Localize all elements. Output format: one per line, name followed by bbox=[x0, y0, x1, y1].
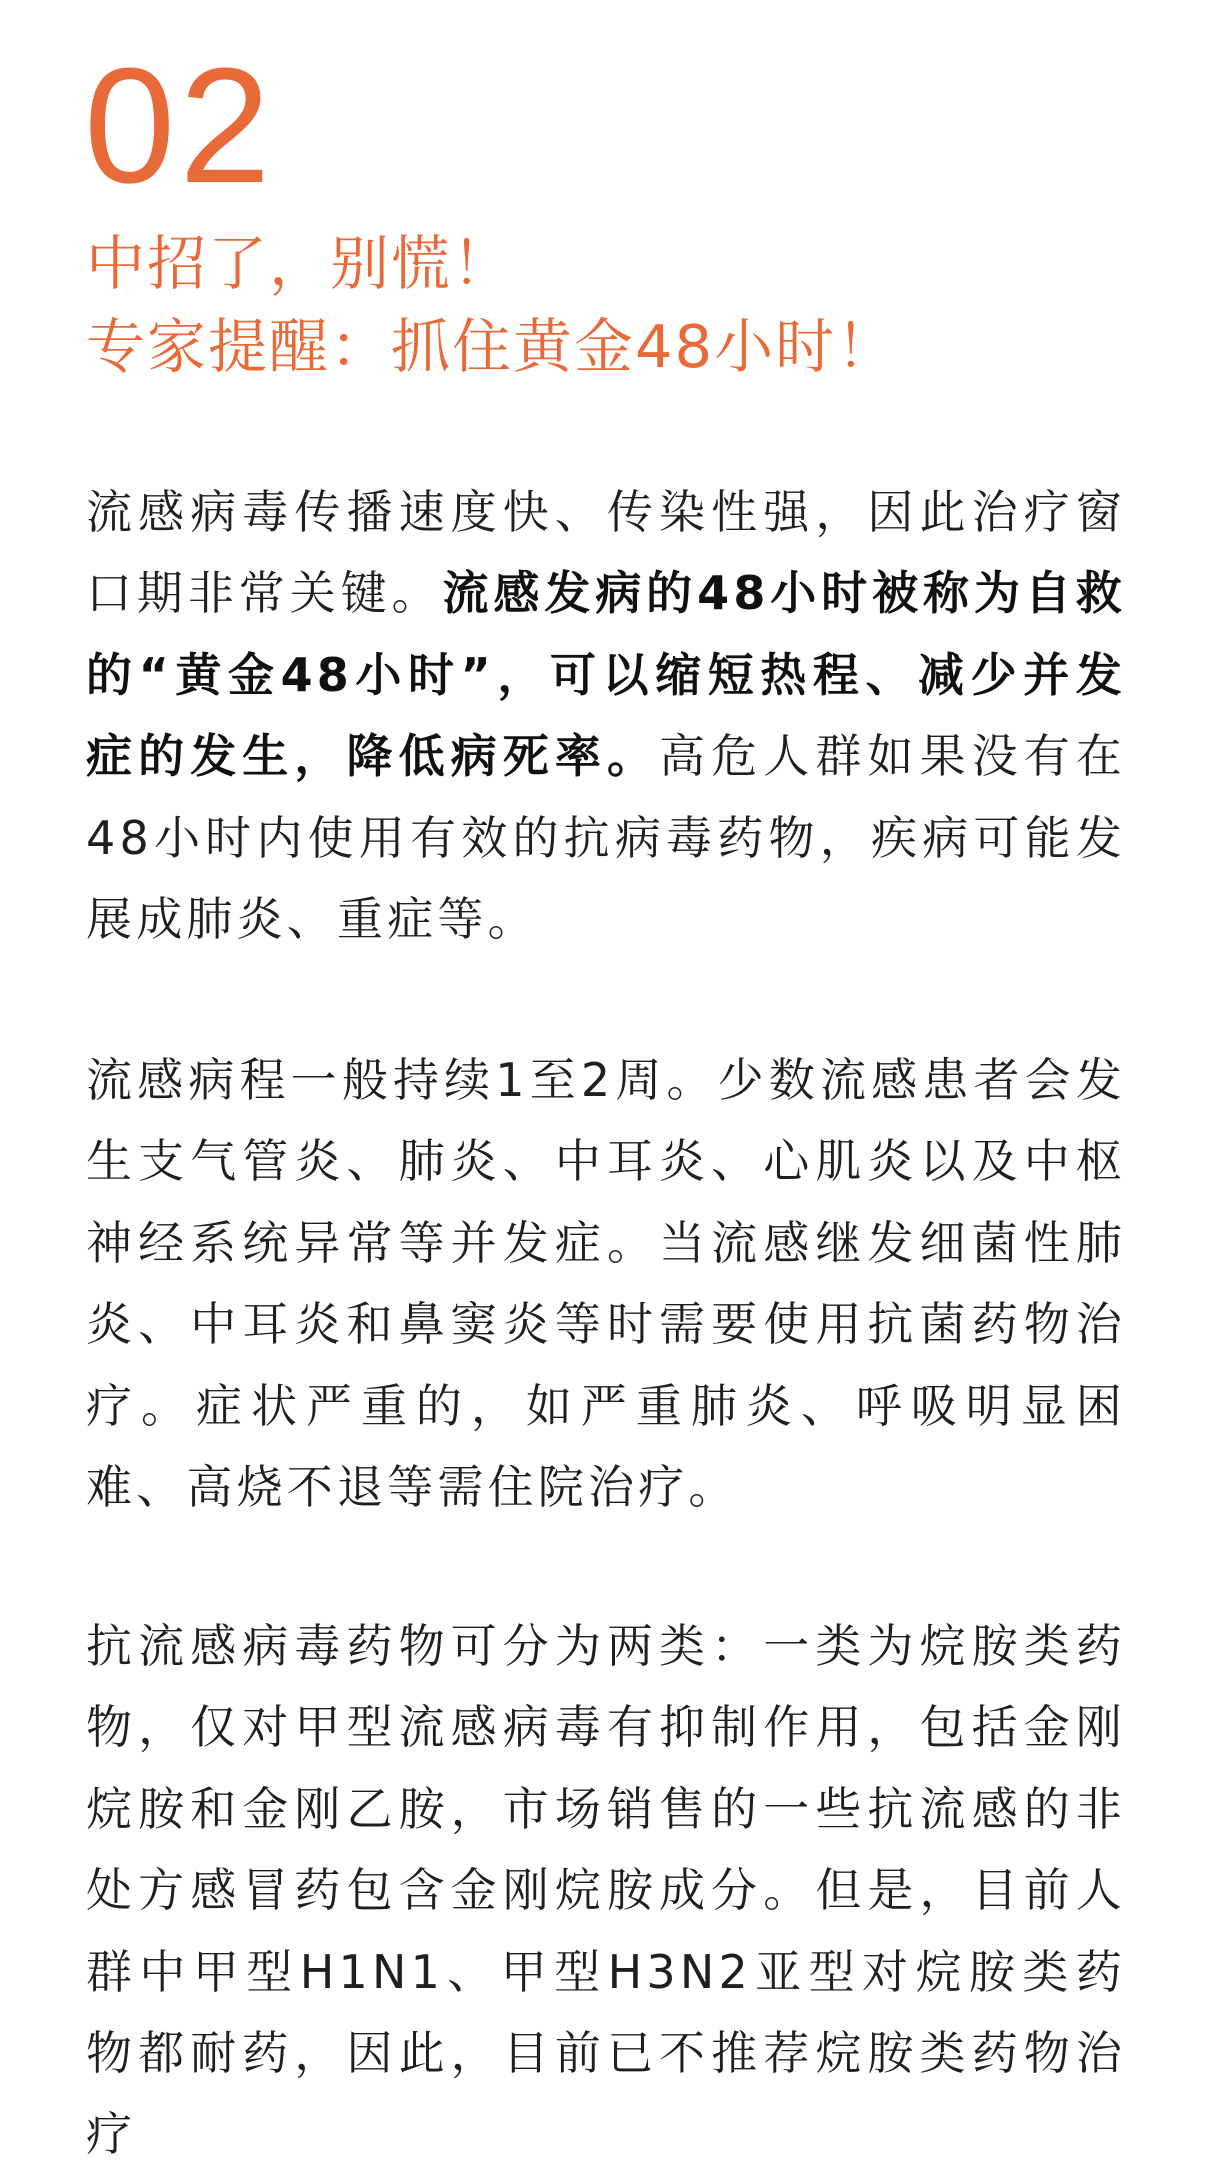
paragraph-golden-48-hours bbox=[86, 472, 1126, 960]
paragraph-antiviral-drugs: 抗流感病毒药物可分为两类：一类为烷胺类药物，仅对甲型流感病毒有抑制作用，包括金刚烷胺和金刚乙胺，市场销售的一些抗流感的非处方感冒药包含金刚烷胺成分。但是，目前人群中甲型H1N1、甲型H3N2亚型对烷胺类药物都耐药，因此，目前已不推荐烷胺类药物治疗 bbox=[86, 1619, 1126, 2162]
paragraph-complications: 流感病程一般持续1至2周。少数流感患者会发生支气管炎、肺炎、中耳炎、心肌炎以及中枢神经系统异常等并发症。当流感继发细菌性肺炎、中耳炎和鼻窦炎等时需要使用抗菌药物治疗。症状严重的，如严重肺炎、呼吸明显困难、高烧不退等需住院治疗。 bbox=[86, 1053, 1126, 1515]
headline-line-2: 专家提醒：抓住黄金48小时！ bbox=[86, 312, 898, 381]
paragraph-rest: 高危人群如果没有在48小时内使用有效的抗病毒药物，疾病可能发展成肺炎、重症等。 bbox=[86, 729, 1126, 947]
paragraph-emphasis: 流感发病的48小时被称为自救的“黄金48小时”，可以缩短热程、减少并发症的发生，降低病死率。 bbox=[86, 566, 1126, 784]
paragraph-intro: 流感病毒传播速度快、传染性强，因此治疗窗口期非常关键。 bbox=[86, 485, 1126, 621]
section-headline bbox=[86, 222, 1146, 388]
headline-line-1: 中招了，别慌！ bbox=[86, 229, 514, 298]
section-number: 02 bbox=[84, 34, 275, 217]
